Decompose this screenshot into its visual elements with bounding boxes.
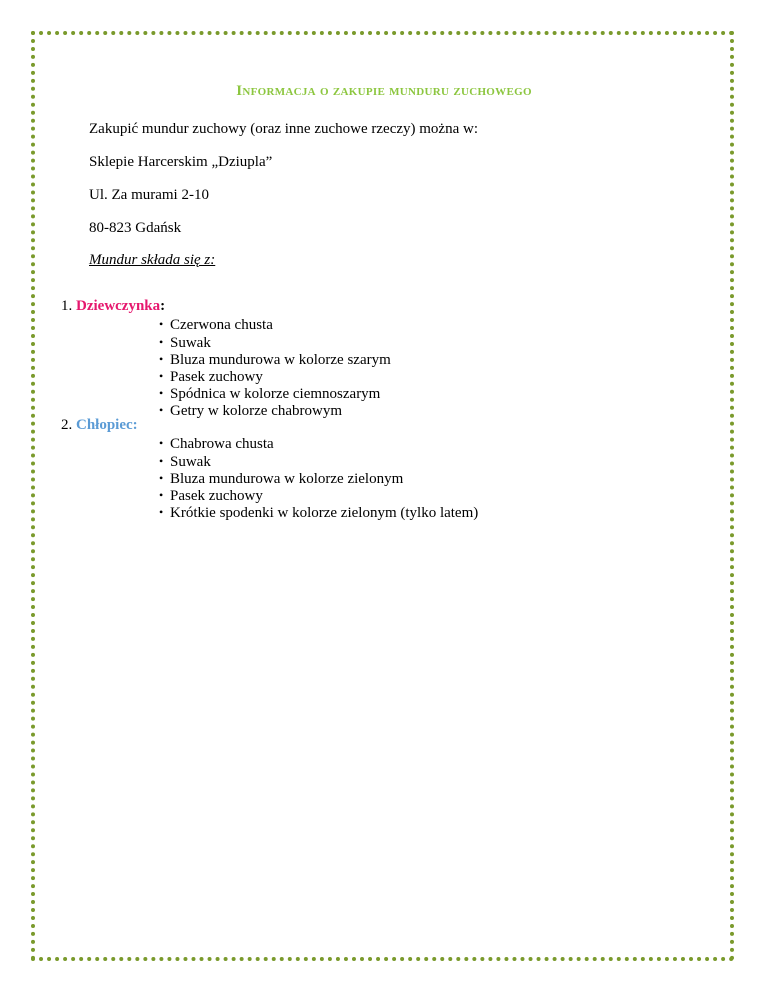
group-girl-label xyxy=(61,297,165,315)
group-boy-name: Chłopiec: xyxy=(76,417,138,433)
group-boy-label xyxy=(61,416,138,434)
bullet-icon: • xyxy=(159,386,164,400)
list-item: • Pasek zuchowy xyxy=(159,369,263,385)
bullet-icon: • xyxy=(159,335,164,349)
list-item: • Bluza mundurowa w kolorze zielonym xyxy=(159,471,404,487)
bullet-icon: • xyxy=(159,317,164,331)
list-item: • Suwak xyxy=(159,454,211,470)
bullet-icon: • xyxy=(159,471,164,485)
bullet-icon: • xyxy=(159,505,164,519)
bullet-icon: • xyxy=(159,454,164,468)
list-item: • Krótkie spodenki w kolorze zielonym (tylko latem) xyxy=(159,505,479,521)
list-item: • Pasek zuchowy xyxy=(159,488,263,504)
group-number: 2. xyxy=(61,417,73,433)
bullet-icon: • xyxy=(159,352,164,366)
bullet-icon: • xyxy=(159,369,164,383)
list-item: • Chabrowa chusta xyxy=(159,436,274,452)
shop-street: Ul. Za murami 2-10 xyxy=(89,187,209,203)
page-title: Informacja o zakupie munduru zuchowego xyxy=(236,83,532,99)
bullet-icon: • xyxy=(159,488,164,502)
list-item: • Bluza mundurowa w kolorze szarym xyxy=(159,352,391,368)
group-girl-name: Dziewczynka xyxy=(76,298,161,314)
uniform-heading: Mundur składa się z: xyxy=(89,252,216,268)
group-number: 1. xyxy=(61,298,73,314)
bullet-icon: • xyxy=(159,403,164,417)
intro-paragraph: Zakupić mundur zuchowy (oraz inne zuchowe rzeczy) można w: xyxy=(89,121,478,137)
list-item: • Czerwona chusta xyxy=(159,317,273,333)
bullet-icon: • xyxy=(159,436,164,450)
shop-name: Sklepie Harcerskim „Dziupla” xyxy=(89,154,273,170)
list-item: • Spódnica w kolorze ciemnoszarym xyxy=(159,386,381,402)
shop-city: 80-823 Gdańsk xyxy=(89,220,182,236)
group-girl-colon: : xyxy=(160,298,166,314)
list-item: • Suwak xyxy=(159,335,211,351)
list-item: • Getry w kolorze chabrowym xyxy=(159,403,343,419)
